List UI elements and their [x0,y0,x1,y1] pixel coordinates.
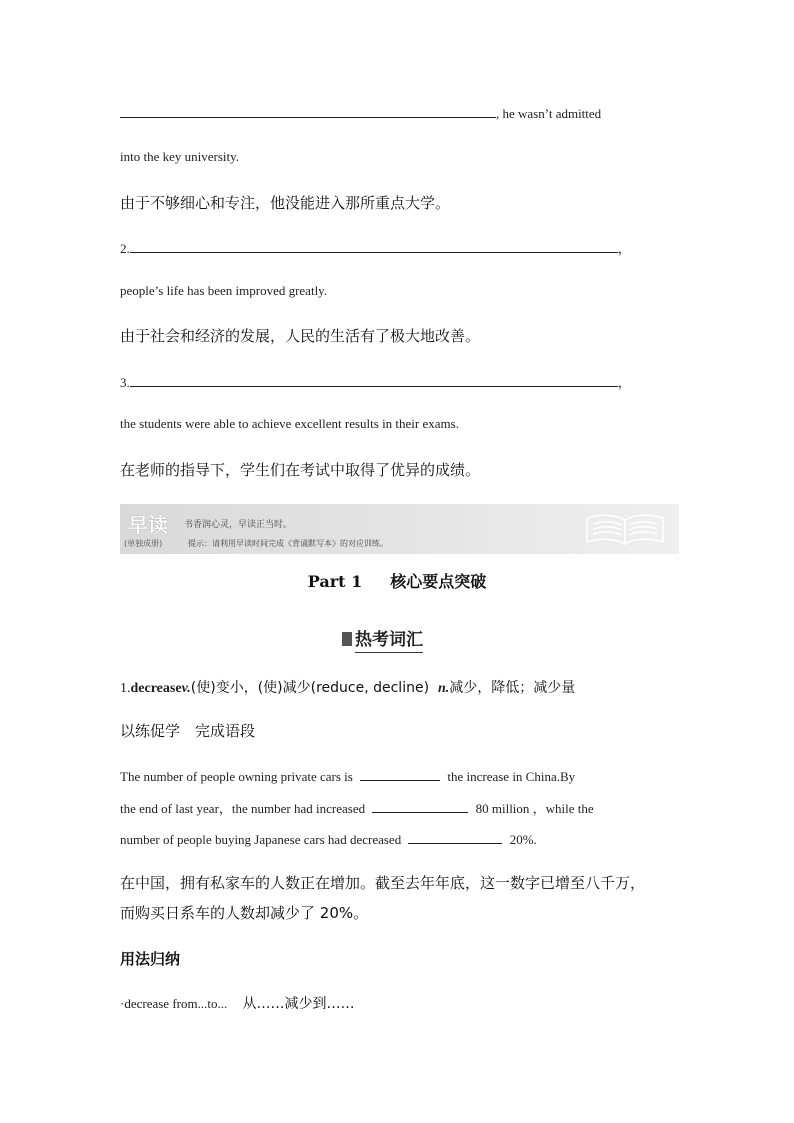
entry-def-noun: 减少，降低；减少量 [449,680,576,696]
part-heading: 核心要点突破 [390,572,487,591]
para-line-2-text-a: the end of last year，the number had increased [120,801,366,816]
usage-item-en: ·decrease from...to... [120,996,228,1011]
q2-translation: 由于社会和经济的发展，人民的生活有了极大地改善。 [120,327,481,345]
banner-title: 早读 [128,513,168,537]
para-line-2 [120,798,594,817]
vocab-entry [120,677,575,697]
entry-pos-verb: v. [181,681,191,696]
q2-comma: ， [617,241,631,256]
section-marker-icon [342,632,352,646]
para-line-3-text-a: number of people buying Japanese cars had decreased [120,832,402,847]
para-line-3-text-b: 20%. [509,832,537,847]
q3-line [120,372,631,391]
para-blank-1[interactable] [360,766,440,781]
banner-slogan: 书香润心灵，早读正当时。 [184,520,293,530]
banner-note: (单独成册) [124,539,163,548]
entry-pos-noun: n. [437,681,450,696]
q1-continuation: into the key university. [120,149,240,164]
part-title [0,569,794,592]
entry-word: decrease [130,681,182,696]
morning-reading-banner [120,504,679,554]
q2-line [120,238,631,257]
para-line-1 [120,766,575,785]
q1-line [120,103,601,122]
q2-number: 2. [120,241,130,256]
q3-number: 3. [120,375,130,390]
q3-translation: 在老师的指导下，学生们在考试中取得了优异的成绩。 [120,461,481,479]
translation-line-2: 而购买日系车的人数却减少了 20%。 [120,904,369,922]
q3-comma: ， [617,375,631,390]
para-blank-3[interactable] [408,829,502,844]
usage-item-zh: 从……减少到…… [242,996,355,1012]
para-line-3 [120,829,537,848]
part-label: Part 1 [307,572,363,591]
para-blank-2[interactable] [372,798,468,813]
usage-heading: 用法归纳 [120,950,181,968]
open-book-icon [585,512,665,548]
practice-heading: 以练促学 完成语段 [120,722,256,740]
banner-tip: 提示：请利用早读时间完成《背诵默写本》的对应训练。 [188,539,388,548]
section-title: 热考词汇 [355,630,423,653]
para-line-2-text-b: 80 million ，while the [475,801,594,816]
para-line-1-text-a: The number of people owning private cars is [120,769,353,784]
q1-translation: 由于不够细心和专注，他没能进入那所重点大学。 [120,194,451,212]
q2-continuation: people’s life has been improved greatly. [120,283,328,298]
section-heading [342,625,423,650]
para-line-1-text-b: the increase in China.By [447,769,576,784]
q3-blank[interactable] [130,372,618,387]
entry-number: 1. [120,681,131,696]
q2-blank[interactable] [130,238,618,253]
q1-blank[interactable] [120,103,496,118]
q3-continuation: the students were able to achieve excellent results in their exams. [120,416,459,431]
entry-def-verb: (使)变小，(使)减少(reduce, decline) [190,680,430,696]
translation-line-1: 在中国，拥有私家车的人数正在增加。截至去年年底，这一数字已增至八千万， [120,874,646,892]
q1-suffix: , he wasn’t admitted [496,106,602,121]
usage-item [120,993,354,1013]
